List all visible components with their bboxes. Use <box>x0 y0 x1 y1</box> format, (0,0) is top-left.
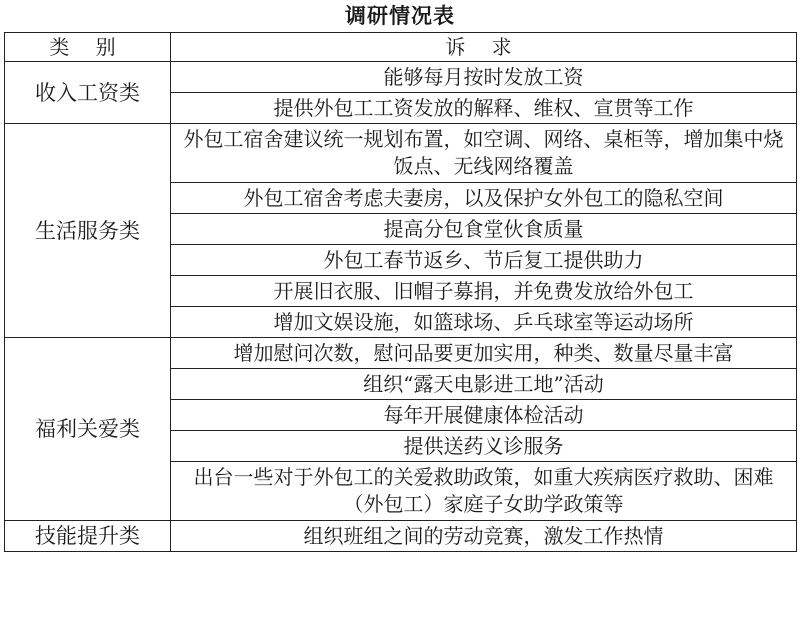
category-cell: 福利关爱类 <box>5 338 171 521</box>
request-cell: 增加文娱设施，如篮球场、乒乓球室等运动场所 <box>171 307 797 338</box>
request-cell: 出台一些对于外包工的关爱救助政策，如重大疾病医疗救助、困难（外包工）家庭子女助学政策等 <box>171 462 797 521</box>
request-cell: 组织班组之间的劳动竞赛，激发工作热情 <box>171 521 797 552</box>
table-title: 调研情况表 <box>345 4 455 28</box>
category-cell: 生活服务类 <box>5 124 171 338</box>
survey-table <box>4 32 797 552</box>
table-row <box>5 124 797 183</box>
table-row <box>5 521 797 552</box>
request-cell: 增加慰问次数，慰问品要更加实用，种类、数量尽量丰富 <box>171 338 797 369</box>
table-row <box>5 338 797 369</box>
request-cell: 提供送药义诊服务 <box>171 431 797 462</box>
header-request: 诉 求 <box>171 33 797 62</box>
request-cell: 外包工春节返乡、节后复工提供助力 <box>171 245 797 276</box>
category-cell: 收入工资类 <box>5 62 171 124</box>
table-row <box>5 62 797 93</box>
request-cell: 能够每月按时发放工资 <box>171 62 797 93</box>
category-cell: 技能提升类 <box>5 521 171 552</box>
table-body <box>5 62 797 552</box>
header-row <box>5 33 797 62</box>
request-cell: 每年开展健康体检活动 <box>171 400 797 431</box>
request-cell: 提高分包食堂伙食质量 <box>171 214 797 245</box>
request-cell: 组织“露天电影进工地”活动 <box>171 369 797 400</box>
request-cell: 外包工宿舍考虑夫妻房，以及保护女外包工的隐私空间 <box>171 183 797 214</box>
request-cell: 提供外包工工资发放的解释、维权、宣贯等工作 <box>171 93 797 124</box>
request-cell: 开展旧衣服、旧帽子募捐，并免费发放给外包工 <box>171 276 797 307</box>
request-cell: 外包工宿舍建议统一规划布置，如空调、网络、桌柜等，增加集中烧饭点、无线网络覆盖 <box>171 124 797 183</box>
header-category: 类 别 <box>5 33 171 62</box>
